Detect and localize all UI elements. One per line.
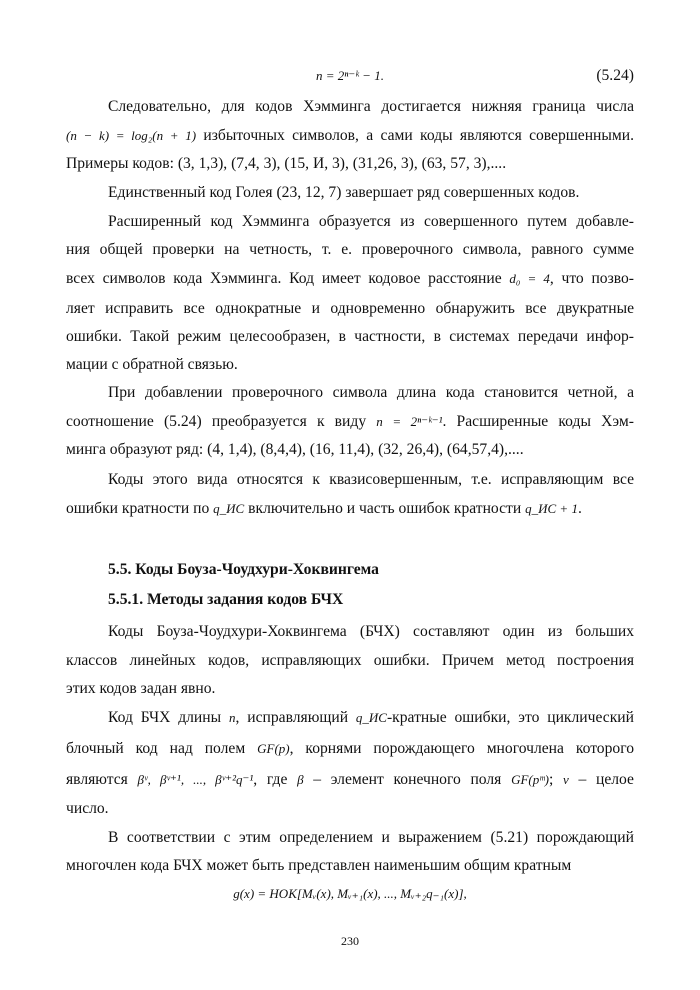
text: являются <box>66 771 128 788</box>
equation-5-24 <box>66 66 634 86</box>
text: ошибки кратности по <box>66 500 210 517</box>
formula-roots: βᵛ, βᵛ⁺¹, ..., βᵛ⁺²q⁻¹ <box>137 772 254 787</box>
text: всех символов кода Хэмминга. Код имеет кодовое расстояние <box>66 270 502 287</box>
formula-distance: d₀ = 4 <box>509 271 550 286</box>
formula-q: q_ИС <box>213 501 245 516</box>
text: , что позво- <box>549 270 634 287</box>
formula-gf-p: GF(p) <box>257 741 290 756</box>
paragraph-line: этих кодов задан явно. <box>66 680 216 697</box>
page-number: 230 <box>341 934 359 948</box>
paragraph-line: классов линейных кодов, исправляющих ошибки. Причем метод построения <box>66 652 634 669</box>
text: – целое <box>578 771 634 788</box>
subsection-heading: 5.5.1. Методы задания кодов БЧХ <box>108 591 344 608</box>
formula-q-plus-1: q_ИС + 1 <box>525 501 578 516</box>
paragraph-line <box>66 126 634 146</box>
paragraph-line: Расширенный код Хэмминга образуется из совершенного путем добавле- <box>108 213 634 230</box>
paragraph-line <box>66 499 634 519</box>
paragraph-line: ляет исправить все однократные и одновременно обнаружить все двукратные <box>66 300 634 317</box>
paragraph-line: минга образуют ряд: (4, 1,4), (8,4,4), (16, 11,4), (32, 26,4), (64,57,4),.... <box>66 441 524 458</box>
paragraph-line: В соответствии с этим определением и выражением (5.21) порождающий <box>108 829 634 846</box>
paragraph-line: Единственный код Голея (23, 12, 7) завершает ряд совершенных кодов. <box>108 184 580 201</box>
formula-q: q_ИС <box>355 710 387 725</box>
paragraph-line: При добавлении проверочного символа длина кода становится четной, а <box>108 384 634 401</box>
text: избыточных символов, а сами коды являются совершенными. <box>203 127 634 144</box>
equation-generator-polynomial <box>66 884 634 904</box>
section-heading: 5.5. Коды Боуза-Чоудхури-Хоквингема <box>108 561 379 578</box>
text: блочный код над полем <box>66 740 246 757</box>
paragraph-line: Примеры кодов: (3, 1,3), (7,4, 3), (15, И, 3), (31,26, 3), (63, 57, 3),.... <box>66 155 507 172</box>
paragraph-line: Коды этого вида относятся к квазисовершенным, т.е. исправляющим все <box>108 471 634 488</box>
text: , корнями порождающего многочлена которого <box>289 740 634 757</box>
formula-v: v <box>563 772 569 787</box>
paragraph-line <box>66 412 634 432</box>
paragraph-line: ошибки. Такой режим целесообразен, в частности, в системах передачи инфор- <box>66 328 634 345</box>
equation-number: (5.24) <box>596 67 634 84</box>
formula-n: n <box>228 710 236 725</box>
text: , где <box>253 771 288 788</box>
paragraph-line: мации с обратной связью. <box>66 356 238 373</box>
text: соотношение (5.24) преобразуется к виду <box>66 413 367 430</box>
text: – элемент конечного поля <box>313 771 502 788</box>
text: -кратные ошибки, это циклический <box>386 709 634 726</box>
paragraph-line <box>66 770 634 790</box>
paragraph-line <box>66 739 634 759</box>
paragraph-line: многочлен кода БЧХ может быть представлен наименьшим общим кратным <box>66 857 572 874</box>
paragraph-line <box>66 269 634 289</box>
text: ; <box>548 771 554 788</box>
formula-beta: β <box>297 772 304 787</box>
formula-gf-pm: GF(pᵐ) <box>511 772 549 787</box>
formula-extended-length: n = 2ⁿ⁻ᵏ⁻¹ <box>376 414 443 429</box>
paragraph-line: число. <box>66 800 109 817</box>
paragraph-line: Следовательно, для кодов Хэмминга достигается нижняя граница числа <box>108 98 634 115</box>
paragraph-line: ния общей проверки на четность, т. е. проверочного символа, равного сумме <box>66 241 634 258</box>
text: Код БЧХ длины <box>108 709 222 726</box>
equation-5-24-formula: n = 2ⁿ⁻ᵏ − 1. <box>316 68 384 83</box>
paragraph-line: Коды Боуза-Чоудхури-Хоквингема (БЧХ) составляют один из больших <box>108 623 634 640</box>
paragraph-line <box>108 708 634 728</box>
text: . <box>577 500 582 517</box>
text: , исправляющий <box>235 709 349 726</box>
text: . Расширенные коды Хэм- <box>442 413 634 430</box>
equation-g-formula: g(x) = НОК[Mᵥ(x), Mᵥ₊₁(x), ..., Mᵥ₊₂q₋₁(x)], <box>233 886 467 901</box>
text: включительно и часть ошибок кратности <box>248 500 522 517</box>
formula-redundancy: (n − k) = log₂(n + 1) <box>66 128 197 143</box>
